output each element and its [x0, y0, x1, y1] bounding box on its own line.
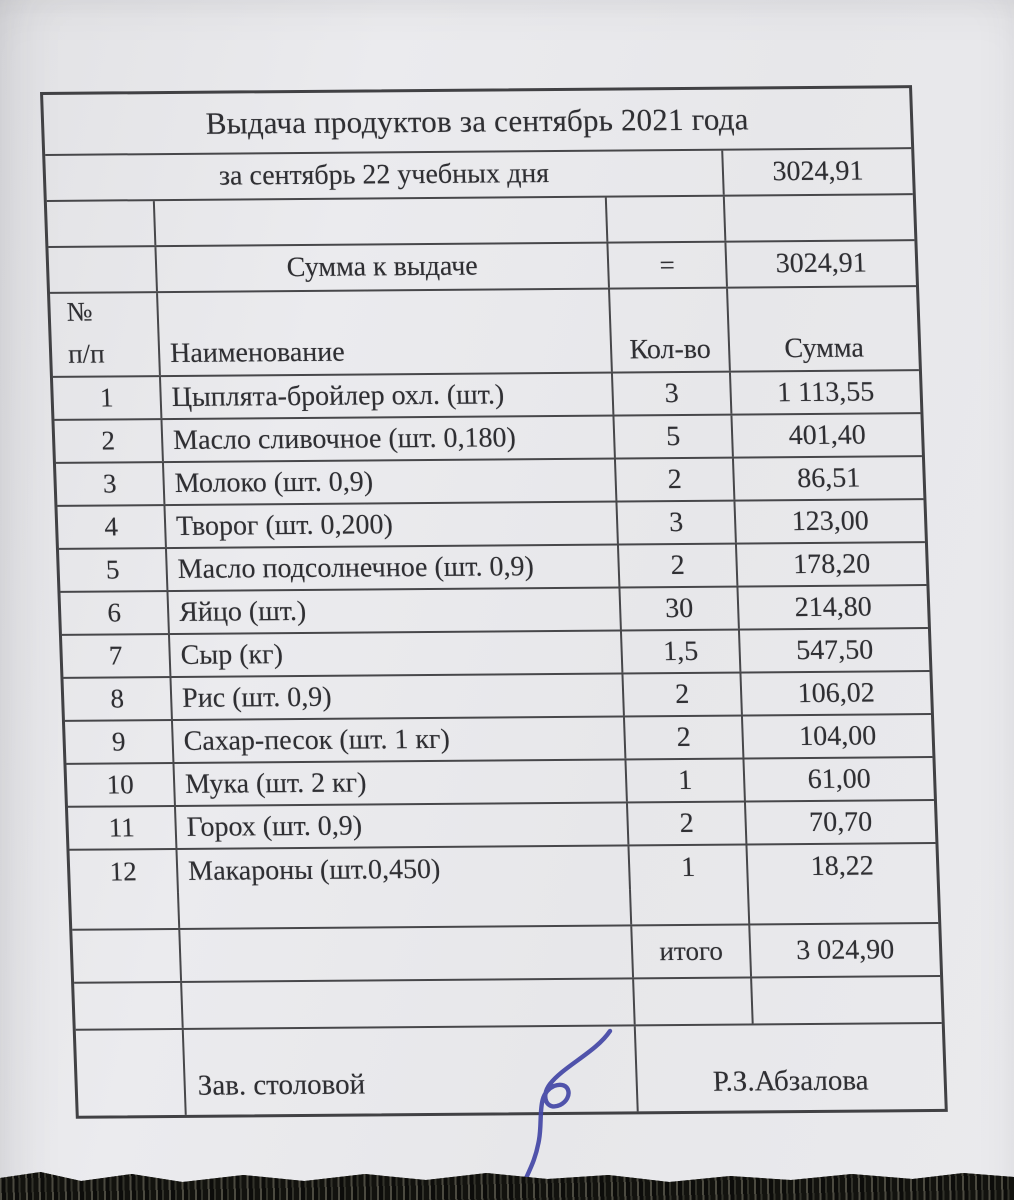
table-row [65, 715, 932, 765]
row-number: 10 [106, 769, 135, 800]
row-number: 4 [103, 511, 119, 542]
product-sum: 18,22 [745, 844, 936, 888]
row-number: 2 [100, 425, 116, 456]
product-name: Яйцо (шт.) [166, 588, 619, 633]
table-row [60, 586, 927, 636]
row-number: 11 [108, 812, 136, 843]
product-name: Цыплята-бройлер охл. (шт.) [159, 374, 612, 419]
payout-amount: 3024,91 [724, 241, 916, 286]
empty-cell [747, 887, 938, 923]
table-row [69, 844, 936, 894]
qty-header: Кол-во [608, 289, 729, 372]
product-name: Масло подсолнечное (шт. 0,9) [165, 545, 618, 590]
product-sum: 178,20 [735, 543, 926, 585]
product-qty: 2 [626, 802, 745, 844]
table-row [54, 414, 921, 464]
carpet-strip [0, 1166, 1014, 1200]
product-qty: 2 [621, 674, 740, 716]
row-number: 6 [106, 597, 122, 628]
table-row [66, 758, 933, 808]
table-row [57, 500, 924, 550]
row-number: 12 [109, 856, 138, 887]
num-header-bottom: п/п [67, 338, 106, 369]
empty-cell [153, 198, 607, 246]
product-sum: 104,00 [741, 715, 932, 757]
table-row [63, 672, 930, 722]
signoff-row [76, 1024, 945, 1116]
signoff-role: Зав. столовой [182, 1026, 637, 1115]
product-qty: 3 [611, 373, 730, 415]
num-header-top: № [66, 296, 93, 327]
empty-cell [47, 201, 155, 246]
page-title: Выдача продуктов за сентябрь 2021 года [205, 100, 750, 141]
row-number: 1 [99, 382, 114, 413]
empty-cell [180, 979, 634, 1028]
empty-cell [178, 926, 632, 981]
product-name: Масло сливочное (шт. 0,180) [160, 417, 613, 462]
product-sum: 61,00 [742, 758, 933, 800]
empty-cell [629, 888, 748, 924]
empty-cell [177, 889, 630, 928]
product-qty: 1,5 [620, 631, 739, 673]
spacer-row [74, 977, 942, 1031]
product-qty: 5 [612, 416, 731, 458]
payout-row [48, 241, 916, 294]
empty-cell [605, 197, 725, 242]
period-row [45, 149, 913, 202]
table-row [59, 543, 926, 593]
period-amount: 3024,91 [721, 149, 913, 194]
table-row [68, 801, 935, 851]
product-sum: 106,02 [739, 672, 930, 714]
product-sum: 70,70 [744, 801, 935, 843]
product-qty: 3 [615, 502, 734, 544]
product-sum: 86,51 [732, 457, 923, 499]
table-body [53, 371, 937, 894]
num-header-cell [50, 293, 159, 376]
product-name: Мука (шт. 2 кг) [172, 760, 625, 805]
product-qty: 2 [623, 717, 742, 759]
sum-header: Сумма [726, 287, 919, 370]
empty-cell [750, 977, 942, 1023]
product-name: Молоко (шт. 0,9) [162, 460, 615, 505]
product-qty: 1 [627, 845, 746, 889]
product-name: Творог (шт. 0,200) [163, 502, 616, 547]
spacer-row [47, 195, 915, 248]
ledger-table [40, 85, 948, 1119]
equals-sign: = [606, 243, 726, 288]
signoff-name: Р.З.Абзалова [634, 1024, 945, 1111]
total-label: итого [630, 925, 750, 977]
product-qty: 2 [614, 459, 733, 501]
row-number: 7 [108, 640, 123, 671]
product-sum: 401,40 [730, 414, 921, 456]
product-qty: 1 [624, 760, 743, 802]
product-sum: 123,00 [733, 500, 924, 542]
empty-cell [723, 195, 915, 240]
table-row [56, 457, 923, 507]
row-number: 5 [105, 554, 120, 585]
payout-label: Сумма к выдаче [154, 244, 608, 292]
product-sum: 547,50 [738, 629, 929, 671]
product-qty: 2 [617, 545, 736, 587]
total-amount: 3 024,90 [748, 924, 940, 976]
product-sum: 1 113,55 [729, 371, 920, 413]
empty-cell [76, 1030, 185, 1116]
product-name: Горох (шт. 0,9) [174, 803, 627, 848]
empty-cell [74, 983, 182, 1029]
table-row [53, 371, 920, 421]
title-row [43, 88, 911, 156]
row-number: 9 [111, 726, 126, 757]
period-label: за сентябрь 22 учебных дня [218, 158, 550, 192]
product-sum: 214,80 [736, 586, 927, 628]
product-name: Сахар-песок (шт. 1 кг) [171, 717, 624, 762]
empty-cell [632, 978, 752, 1024]
table-row [62, 629, 929, 679]
total-row [72, 924, 940, 984]
empty-cell [48, 247, 156, 292]
name-header: Наименование [156, 290, 611, 376]
row-number: 3 [102, 468, 117, 499]
product-name: Макароны (шт.0,450) [175, 846, 628, 893]
row-number: 8 [109, 683, 125, 714]
product-qty: 30 [618, 588, 737, 630]
empty-cell [72, 930, 180, 982]
empty-cell [71, 893, 178, 929]
product-name: Рис (шт. 0,9) [169, 674, 622, 719]
header-row [50, 287, 919, 378]
product-name: Сыр (кг) [168, 631, 621, 676]
